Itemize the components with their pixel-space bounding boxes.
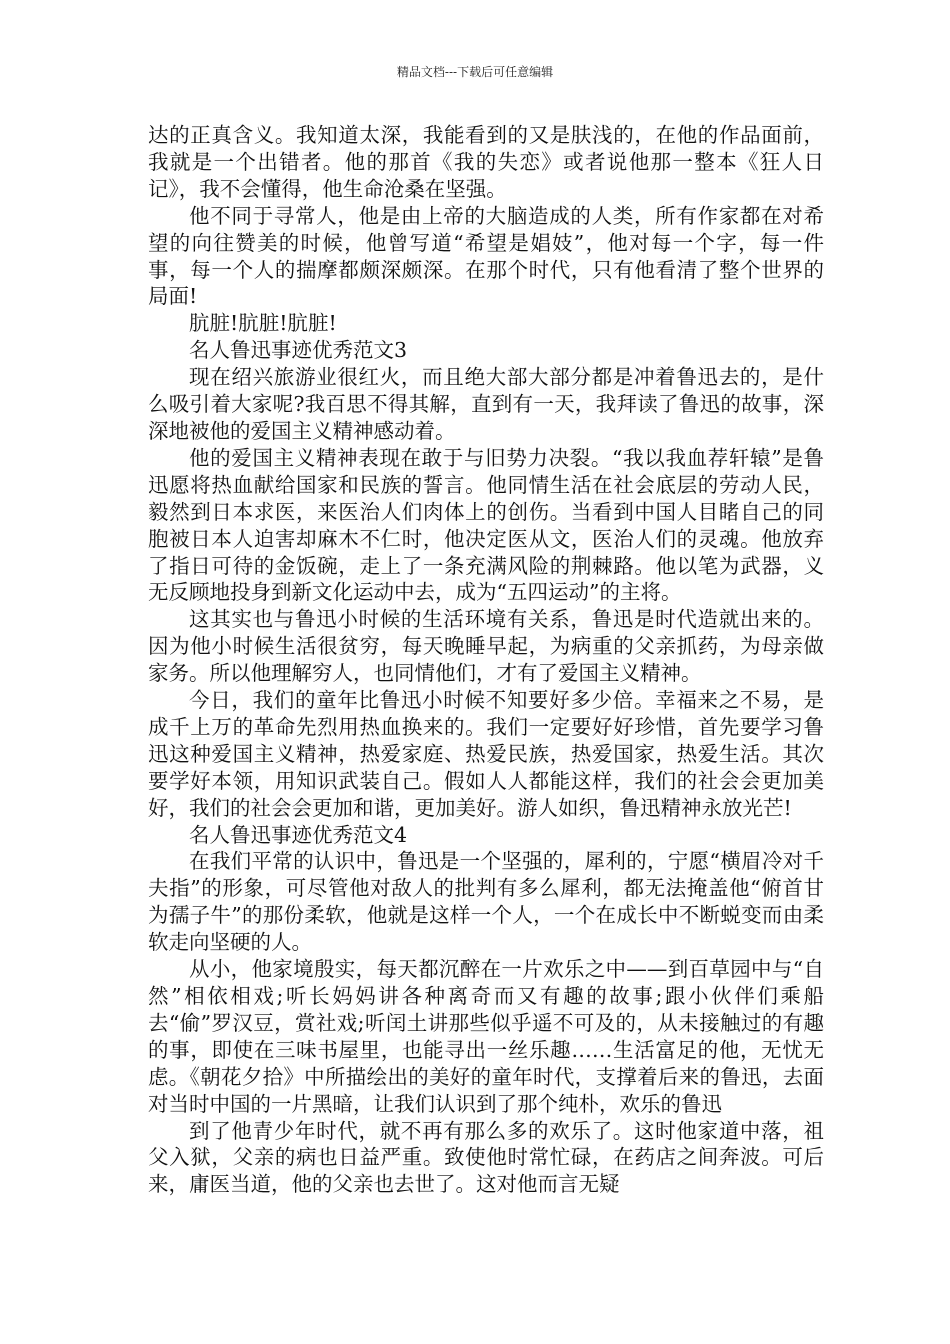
paragraph: 肮脏!肮脏!肮脏! — [189, 311, 337, 336]
paragraph: 这其实也与鲁迅小时候的生活环境有关系，鲁迅是时代造就出来的。因为他小时候生活很贫穷，每天晚睡早起，为病重的父亲抓药，为母亲做家务。所以他理解穷人，也同情他们，才有了爱国主义精神。 — [148, 607, 824, 686]
paragraph: 从小，他家境殷实，每天都沉醉在一片欢乐之中——到百草园中与“自然”相依相戏;听长妈妈讲各种离奇而又有趣的故事;跟小伙伴们乘船去“偷”罗汉豆，赏社戏;听闰土讲那些似乎遥不可及的，从未接触过的有趣的事，即使在三味书屋里，也能寻出一丝乐趣……生活富足的他，无忧无虑。《朝花夕拾》中所描绘出的美好的童年时代，支撑着后来的鲁迅，去面对当时中国的一片黑暗，让我们认识到了那个纯朴，欢乐的鲁迅 — [148, 957, 824, 1116]
page-header: 精品文档---下载后可任意编辑 — [396, 65, 554, 79]
paragraph: 在我们平常的认识中，鲁迅是一个坚强的，犀利的，宁愿“横眉冷对千夫指”的形象，可尽管他对敌人的批判有多么犀利，都无法掩盖他“俯首甘为孺子牛”的那份柔软，他就是这样一个人，一个在成长中不断蜕变而由柔软走向坚硬的人。 — [148, 849, 824, 955]
paragraph: 现在绍兴旅游业很红火，而且绝大部大部分都是冲着鲁迅去的，是什么吸引着大家呢?我百思不得其解，直到有一天，我拜读了鲁迅的故事，深深地被他的爱国主义精神感动着。 — [148, 365, 824, 443]
paragraph: 达的正真含义。我知道太深，我能看到的又是肤浅的，在他的作品面前，我就是一个出错者。他的那首《我的失恋》或者说他那一整本《狂人日记》，我不会懂得，他生命沧桑在坚强。 — [148, 123, 824, 201]
paragraph: 今日，我们的童年比鲁迅小时候不知要好多少倍。幸福来之不易，是成千上万的革命先烈用热血换来的。我们一定要好好珍惜，首先要学习鲁迅这种爱国主义精神，热爱家庭、热爱民族，热爱国家，热爱生活。其次要学好本领，用知识武装自己。假如人人都能这样，我们的社会会更加美好，我们的社会会更加和谐，更加美好。游人如织，鲁迅精神永放光芒! — [148, 688, 824, 820]
section-heading: 名人鲁迅事迹优秀范文3 — [189, 338, 408, 363]
paragraph: 他的爱国主义精神表现在敢于与旧势力决裂。“我以我血荐轩辕”是鲁迅愿将热血献给国家和民族的誓言。他同情生活在社会底层的劳动人民，毅然到日本求医，来医治人们肉体上的创伤。当看到中国人目睹自己的同胞被日本人迫害却麻木不仁时，他决定医从文，医治人们的灵魂。他放弃了指日可待的金饭碗，走上了一条充满风险的荆棘路。他以笔为武器，义无反顾地投身到新文化运动中去，成为“五四运动”的主将。 — [148, 445, 824, 605]
section-heading: 名人鲁迅事迹优秀范文4 — [189, 822, 408, 847]
paragraph: 到了他青少年时代，就不再有那么多的欢乐了。这时他家道中落，祖父入狱，父亲的病也日益严重。致使他时常忙碌，在药店之间奔波。可后来，庸医当道，他的父亲也去世了。这对他而言无疑 — [148, 1118, 824, 1197]
paragraph: 他不同于寻常人，他是由上帝的大脑造成的人类，所有作家都在对希望的向往赞美的时候，他曾写道“希望是娼妓”，他对每一个字，每一件事，每一个人的揣摩都颇深颇深。在那个时代，只有他看清了整个世界的局面! — [148, 203, 824, 309]
document-body — [148, 122, 824, 1198]
